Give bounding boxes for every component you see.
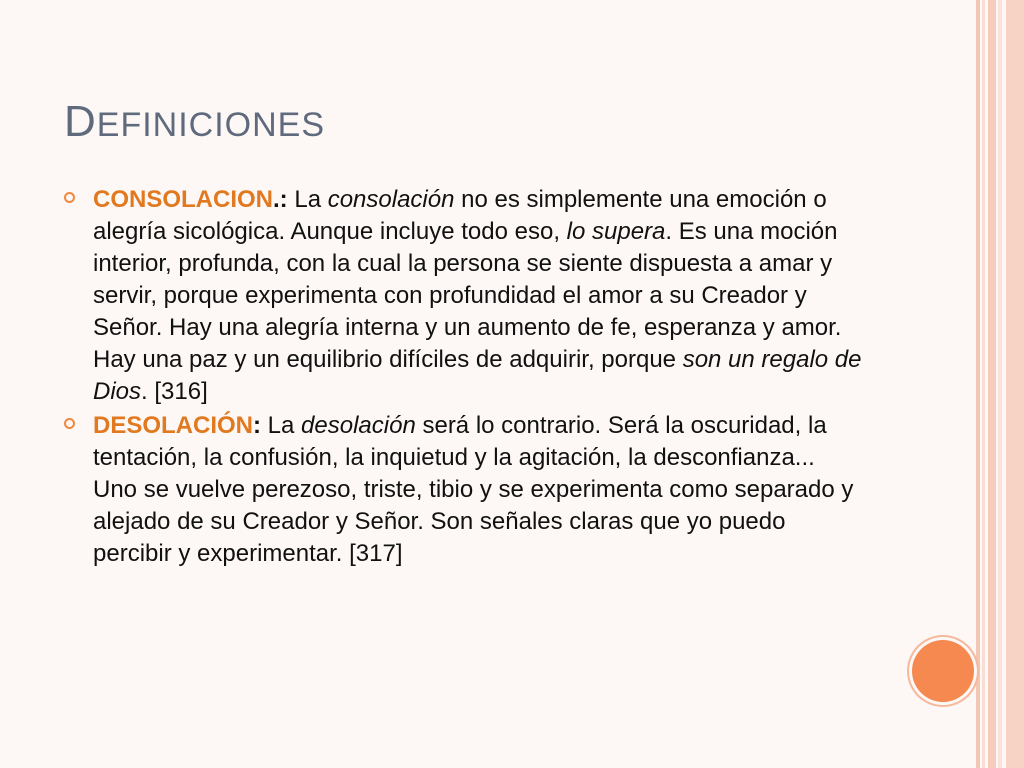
term-label: DESOLACIÓN [93,412,254,439]
bullet-paragraph [93,410,864,570]
stripe [1006,0,1024,768]
title-initial: D [64,97,97,146]
circle-bullet-icon [64,418,75,429]
stripe [982,0,985,768]
text-run: La [261,412,302,439]
stripe [988,0,996,768]
slide-title [64,97,326,146]
bullet-item-desolacion [64,410,864,570]
bullet-list [64,184,864,572]
stripe [976,0,980,768]
definition-text [93,186,862,405]
decorative-side-stripes [976,0,1024,768]
term-punctuation: .: [273,186,288,213]
text-run: . [316] [141,378,208,405]
emphasis-text: lo supera [566,218,666,245]
title-rest: EFINICIONES [96,106,326,144]
circle-bullet-icon [64,192,75,203]
bullet-item-consolacion [64,184,864,408]
emphasis-text: son un regalo de Dios [93,346,862,405]
text-run: . Es una moción interior, profunda, con la cual la persona se siente dispuesta a amar y servir, porque experimenta con profundidad el amor a su Creador y Señor. Hay una alegría interna y un aumento de fe, esperanza y amor. Hay una paz y un equilibrio difíciles de adquirir, porque [93,218,842,373]
bullet-paragraph [93,184,864,408]
term-punctuation: : [253,412,262,439]
text-run: no es simplemente una emoción o alegría sicológica. Aunque incluye todo eso, [93,186,827,245]
decorative-circle [912,640,974,702]
stripe [998,0,1002,768]
emphasis-text: consolación [327,186,455,213]
text-run: La [287,186,328,213]
text-run: será lo contrario. Será la oscuridad, la tentación, la confusión, la inquietud y la agitación, la desconfianza... Uno se vuelve perezoso, triste, tibio y se experimenta como separado y alejado de su Creador y Señor. Son señales claras que yo puedo percibir y experimentar. [317] [93,412,854,567]
term-label: CONSOLACION [93,186,273,213]
emphasis-text: desolación [301,412,416,439]
